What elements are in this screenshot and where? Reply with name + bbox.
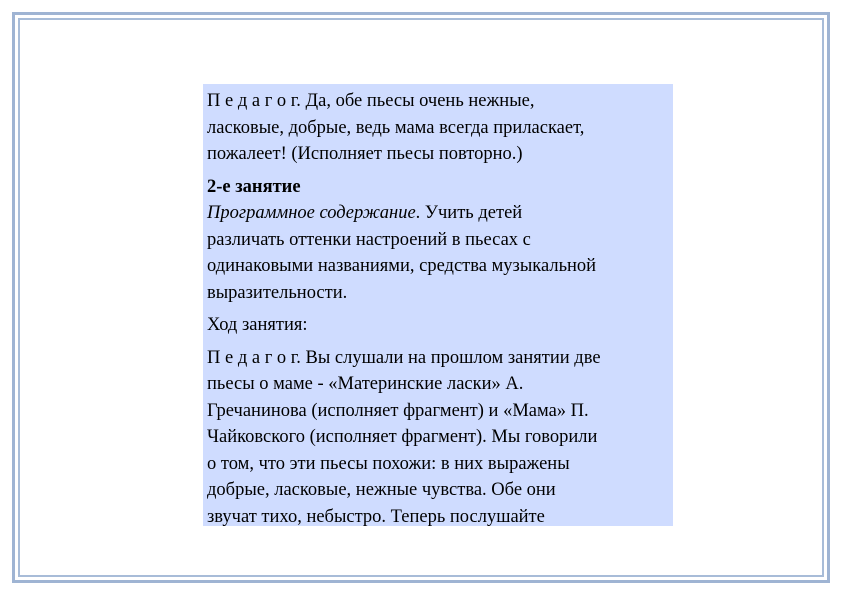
text-line: П е д а г о г. Да, обе пьесы очень нежные, <box>207 91 535 111</box>
text-line: Чайковского (исполняет фрагмент). Мы говорили <box>207 427 598 447</box>
text-line: о том, что эти пьесы похожи: в них выражены <box>207 453 570 474</box>
text-line: различать оттенки настроений в пьесах с <box>207 229 531 250</box>
text-line: Гречанинова (исполняет фрагмент) и «Мама» П. <box>207 400 589 421</box>
text-line: выразительности. <box>207 282 348 303</box>
text-line: пожалеет! (Исполняет пьесы повторно.) <box>207 144 523 164</box>
paragraph-teacher-1 <box>207 88 673 168</box>
program-content-label: Программное содержание <box>207 203 416 223</box>
text-line: звучат тихо, небыстро. Теперь послушайте <box>207 506 545 527</box>
paragraph-teacher-2 <box>207 345 673 531</box>
program-content-first-line <box>207 200 673 227</box>
text-line: ласковые, добрые, ведь мама всегда приласкает, <box>207 117 585 138</box>
program-content-text: . Учить детей <box>415 203 523 223</box>
paragraph-lesson <box>207 174 673 307</box>
lesson-progress-label: Ход занятия: <box>207 315 308 335</box>
text-line: П е д а г о г. Вы слушали на прошлом занятии две <box>207 347 601 368</box>
lesson-heading: 2-е занятие <box>207 176 301 197</box>
text-line: одинаковыми названиями, средства музыкальной <box>207 256 597 276</box>
text-block <box>203 84 673 526</box>
paragraph-lesson-progress <box>207 312 673 339</box>
text-line: добрые, ласковые, нежные чувства. Обе они <box>207 480 556 500</box>
text-line: пьесы о маме - «Материнские ласки» А. <box>207 374 524 394</box>
